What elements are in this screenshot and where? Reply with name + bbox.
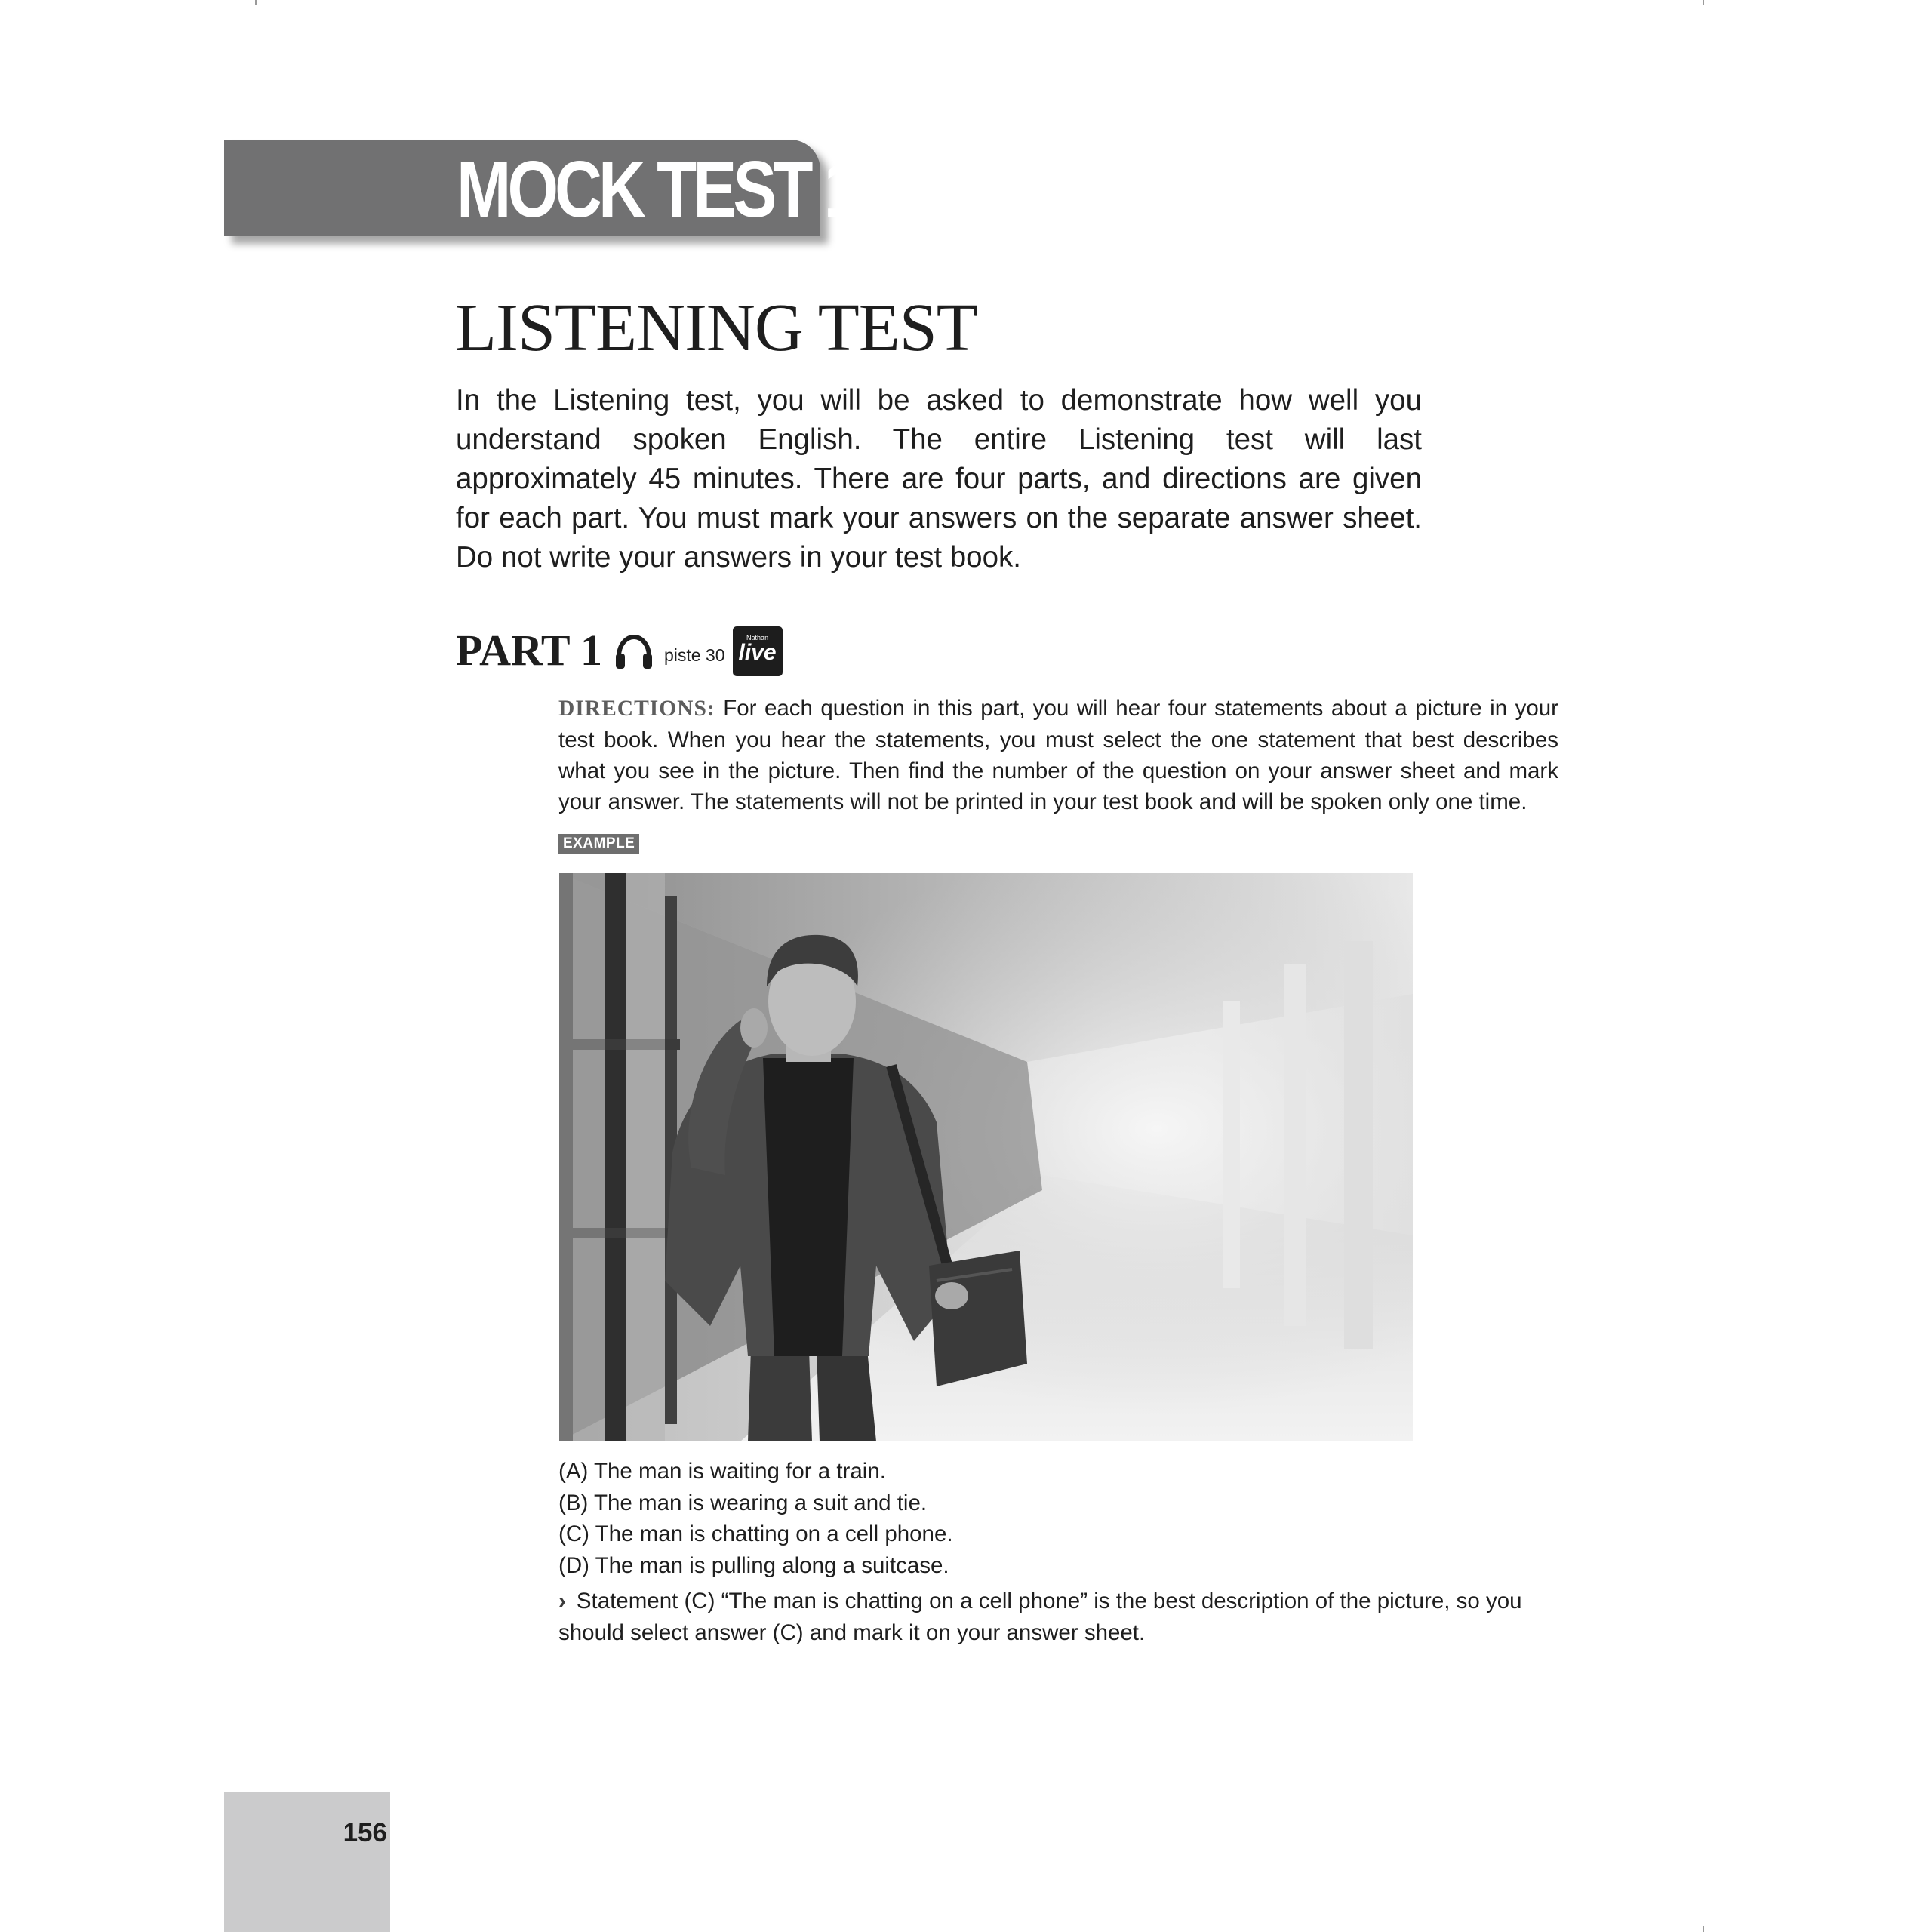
answer-explanation-text: Statement (C) “The man is chatting on a cell phone” is the best description of the picture, so you should select answer (C) and mark it on your answer sheet.: [558, 1589, 1522, 1645]
part-title: PART 1: [456, 626, 602, 675]
headphones-icon: [613, 631, 655, 673]
chevron-right-icon: ›: [558, 1589, 566, 1614]
track-label: piste 30: [664, 645, 725, 665]
crop-mark-bottom-right: [1703, 1926, 1704, 1932]
crop-mark-top-right: [1703, 0, 1704, 5]
page-number: 156: [343, 1818, 387, 1847]
page-number-tab: [224, 1792, 390, 1932]
option-c: (C) The man is chatting on a cell phone.: [558, 1521, 953, 1546]
answer-explanation: [558, 1586, 1558, 1649]
directions-label: DIRECTIONS:: [558, 697, 715, 721]
part-heading: [456, 620, 783, 681]
example-photo: [559, 873, 1413, 1441]
mock-test-title: MOCK TEST 1: [457, 145, 857, 234]
directions-text: For each question in this part, you will hear four statements about a picture in your test book. When you hear the statements, you must select the one statement that best describes what you see in the picture. Then find the number of the question on your answer sheet and mark your answer. The statements will not be printed in your test book and will be spoken only one time.: [558, 696, 1558, 814]
directions-paragraph: [558, 693, 1558, 817]
option-d: (D) The man is pulling along a suitcase.: [558, 1552, 949, 1578]
logo-small-text: Nathan: [746, 634, 769, 641]
answer-options: [558, 1456, 953, 1581]
example-tag: EXAMPLE: [558, 834, 639, 854]
option-a: (A) The man is waiting for a train.: [558, 1459, 886, 1484]
logo-big-text: live: [738, 640, 777, 665]
option-b: (B) The man is wearing a suit and tie.: [558, 1490, 928, 1515]
section-title: LISTENING TEST: [455, 291, 977, 365]
nathan-live-logo: [733, 626, 783, 676]
crop-mark-top-left: [255, 0, 257, 5]
intro-paragraph: In the Listening test, you will be asked to demonstrate how well you understand spoken English. The entire Listening test will last approximately 45 minutes. There are four parts, and directions are given for each part. You must mark your answers on the separate answer sheet. Do not write your answers in your test book.: [456, 384, 1422, 574]
